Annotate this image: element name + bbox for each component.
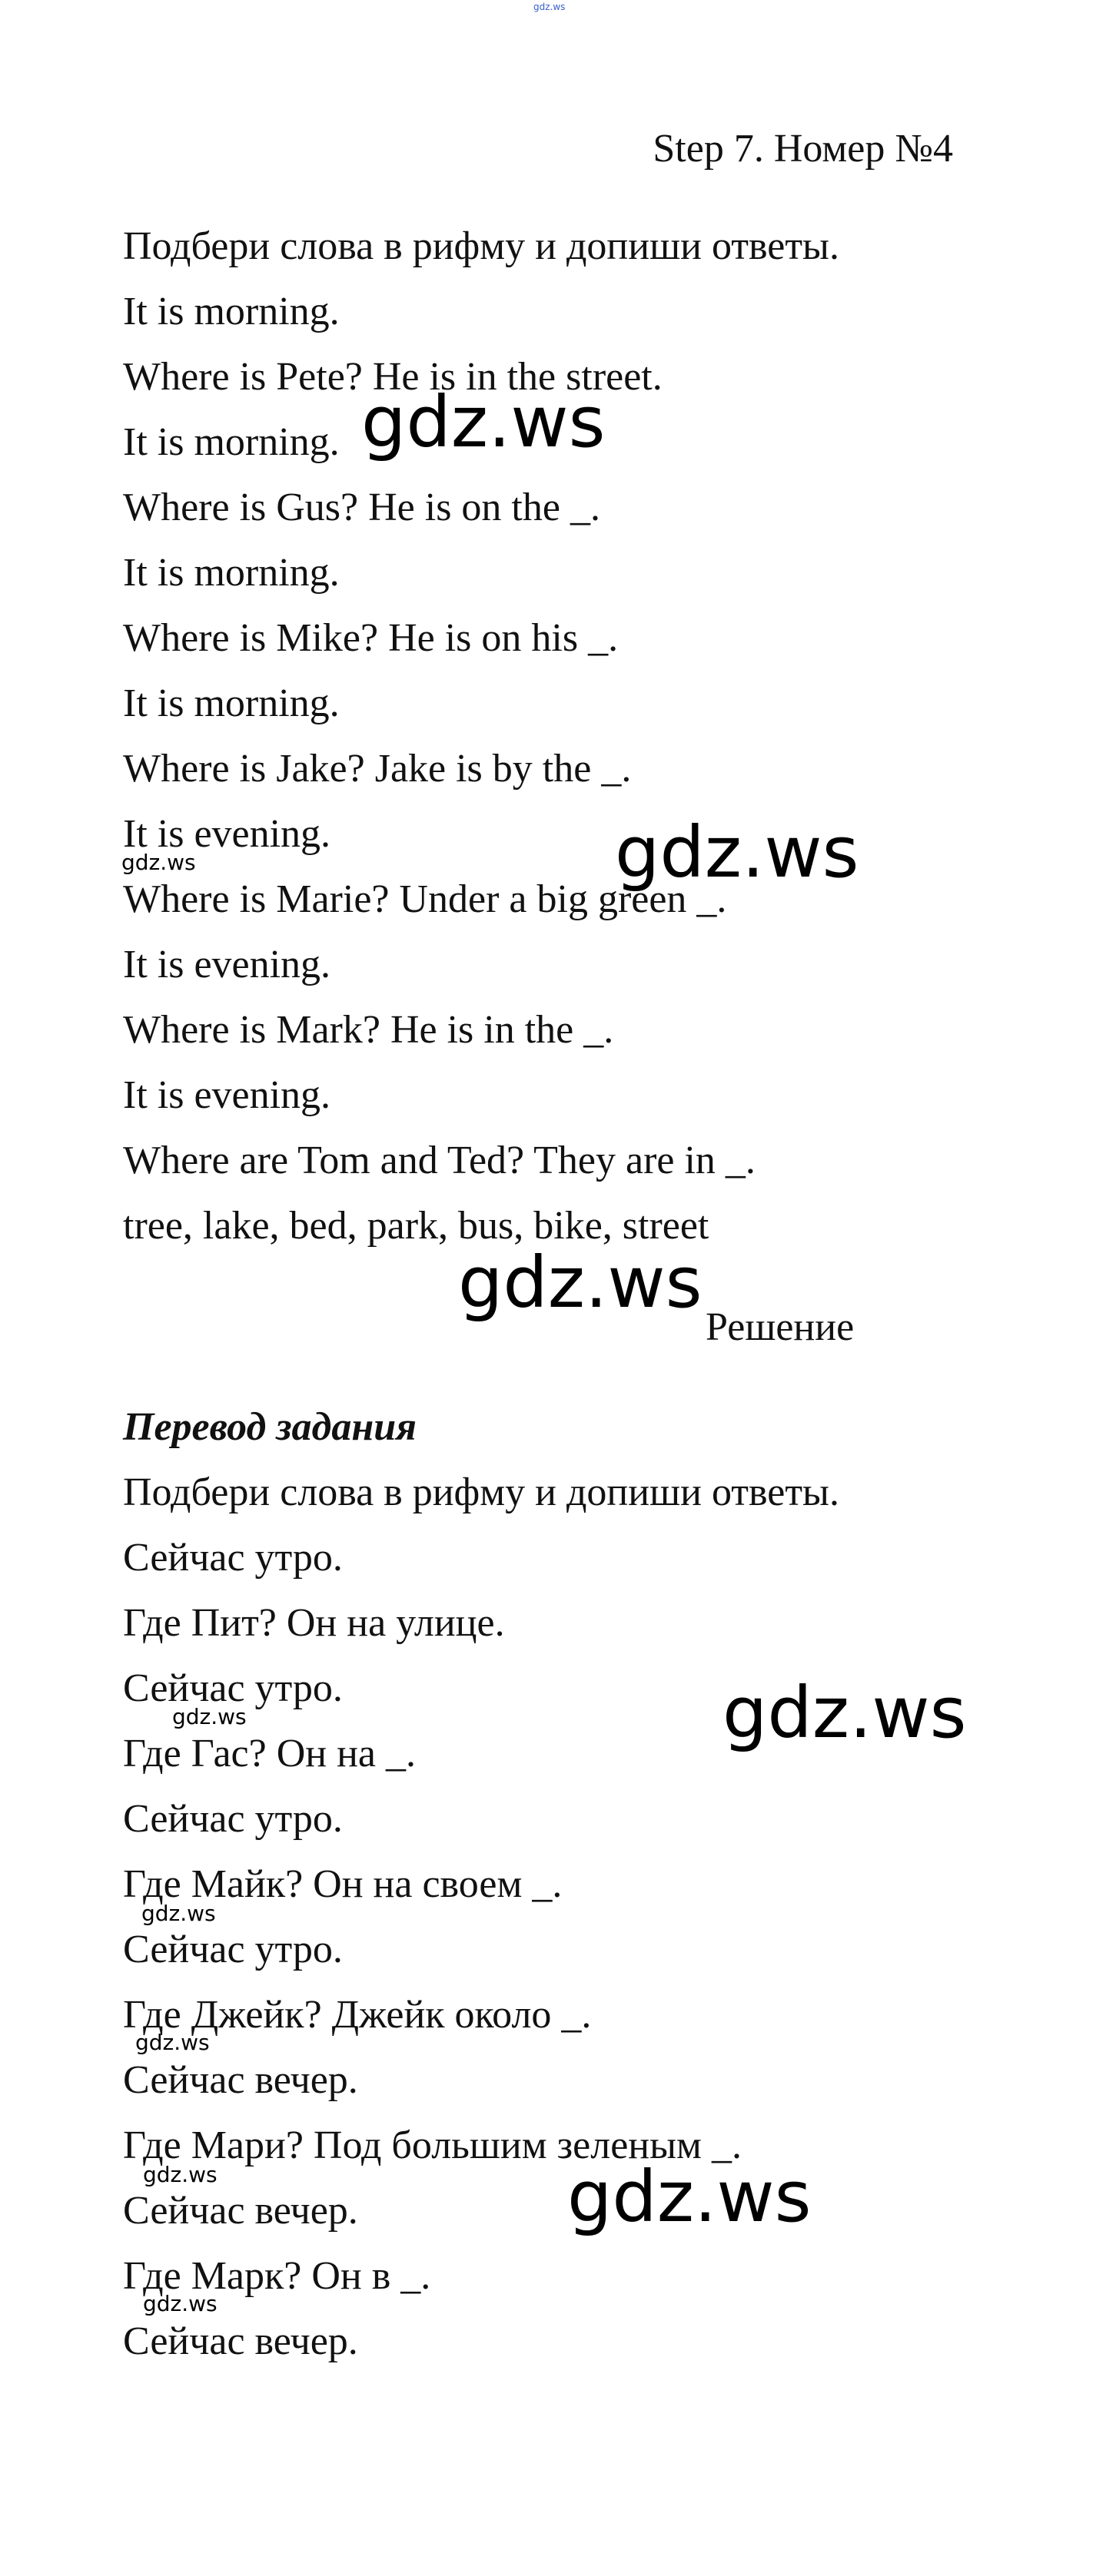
translation-line: Где Марк? Он в _. (123, 2254, 431, 2298)
translation-heading: Перевод задания (123, 1405, 417, 1449)
translation-line: Сейчас утро. (123, 1928, 343, 1971)
translation-line: Сейчас утро. (123, 1797, 343, 1841)
solution-label: Решение (706, 1305, 855, 1349)
task-line: Where is Marie? Under a big green _. (123, 877, 727, 921)
watermark-large: gdz.ws (615, 811, 859, 893)
page-title: Step 7. Номер №4 (653, 127, 953, 171)
watermark-small: gdz.ws (141, 1901, 216, 1926)
watermark-large: gdz.ws (458, 1242, 702, 1324)
watermark-large: gdz.ws (567, 2156, 812, 2238)
task-line: Where is Gus? He is on the _. (123, 486, 600, 529)
task-line: It is evening. (123, 1073, 331, 1117)
translation-line: Где Джейк? Джейк около _. (123, 1993, 592, 2037)
word-bank: tree, lake, bed, park, bus, bike, street (123, 1204, 709, 1248)
watermark-small: gdz.ws (135, 2030, 210, 2055)
watermark-small: gdz.ws (121, 850, 196, 875)
translation-line: Где Пит? Он на улице. (123, 1601, 505, 1645)
watermark-small: gdz.ws (143, 2291, 218, 2316)
translation-line: Где Мари? Под большим зеленым _. (123, 2123, 742, 2167)
translation-line: Сейчас утро. (123, 1666, 343, 1710)
task-line: It is morning. (123, 420, 340, 464)
translation-line: Подбери слова в рифму и допиши ответы. (123, 1470, 839, 1514)
top-watermark: gdz.ws (533, 2, 566, 12)
watermark-large: gdz.ws (722, 1672, 967, 1754)
task-line: Where is Pete? He is in the street. (123, 355, 663, 399)
translation-line: Где Майк? Он на своем _. (123, 1862, 563, 1906)
translation-line: Где Гас? Он на _. (123, 1732, 416, 1775)
task-line: It is evening. (123, 812, 331, 856)
translation-line: Сейчас вечер. (123, 2058, 358, 2102)
task-line: Where is Mike? He is on his _. (123, 616, 619, 660)
watermark-small: gdz.ws (143, 2162, 218, 2187)
task-line: Where is Mark? He is in the _. (123, 1008, 614, 1052)
task-line: It is morning. (123, 551, 340, 595)
task-line: Where is Jake? Jake is by the _. (123, 747, 632, 791)
translation-line: Сейчас вечер. (123, 2319, 358, 2363)
task-line: It is evening. (123, 943, 331, 986)
task-line: It is morning. (123, 681, 340, 725)
watermark-large: gdz.ws (361, 381, 606, 463)
task-line: Подбери слова в рифму и допиши ответы. (123, 224, 839, 268)
translation-line: Сейчас утро. (123, 1536, 343, 1580)
task-line: It is morning. (123, 290, 340, 333)
task-line: Where are Tom and Ted? They are in _. (123, 1139, 756, 1182)
watermark-small: gdz.ws (172, 1704, 247, 1729)
translation-line: Сейчас вечер. (123, 2189, 358, 2233)
